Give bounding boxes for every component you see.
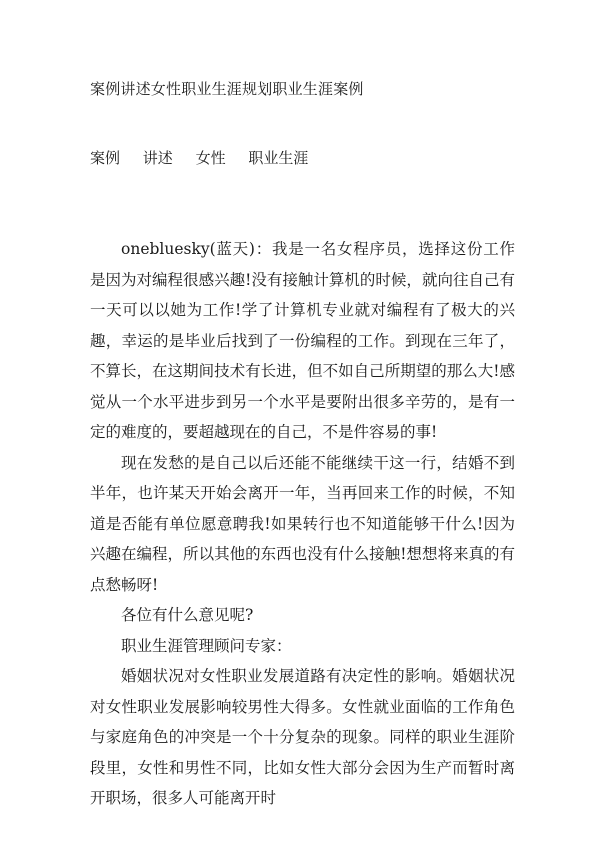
document-title: 案例讲述女性职业生涯规划职业生涯案例 xyxy=(90,80,364,98)
keyword: 讲述 xyxy=(142,149,173,167)
paragraph: 各位有什么意见呢? xyxy=(121,606,254,624)
paragraph: 婚姻状况对女性职业发展道路有决定性的影响。婚姻状况对女性职业发展影响较男性大得多。女性就业面临的工作角色与家庭角色的冲突是一个十分复杂的现象。同样的职业生涯阶段里，女性和男性不同，比如女性大部分会因为生产而暂时离开职场，很多人可能离开时 xyxy=(90,667,515,807)
keyword: 案例 xyxy=(90,149,121,167)
keyword-list xyxy=(90,147,326,168)
paragraph: 现在发愁的是自己以后还能不能继续干这一行，结婚不到半年，也许某天开始会离开一年，当再回来工作的时候，不知道是否能有单位愿意聘我!如果转行也不知道能够干什么!因为兴趣在编程，所以其他的东西也没有什么接触!想想将来真的有点愁畅呀! xyxy=(90,453,515,594)
article-body xyxy=(90,234,515,814)
keyword: 女性 xyxy=(195,149,226,167)
paragraph: onebluesky(蓝天)：我是一名女程序员，选择这份工作是因为对编程很感兴趣!没有接触计算机的时候，就向往自己有一天可以以她为工作!学了计算机专业就对编程有了极大的兴趣，幸运的是毕业后找到了一份编程的工作。到现在三年了，不算长，在这期间技术有长进，但不如自己所期望的那么大!感觉从一个水平进步到另一个水平是要附出很多辛劳的，是有一定的难度的，要超越现在的自己，不是件容易的事! xyxy=(90,240,515,441)
keyword: 职业生涯 xyxy=(248,149,309,167)
paragraph: 职业生涯管理顾问专家： xyxy=(121,636,292,655)
